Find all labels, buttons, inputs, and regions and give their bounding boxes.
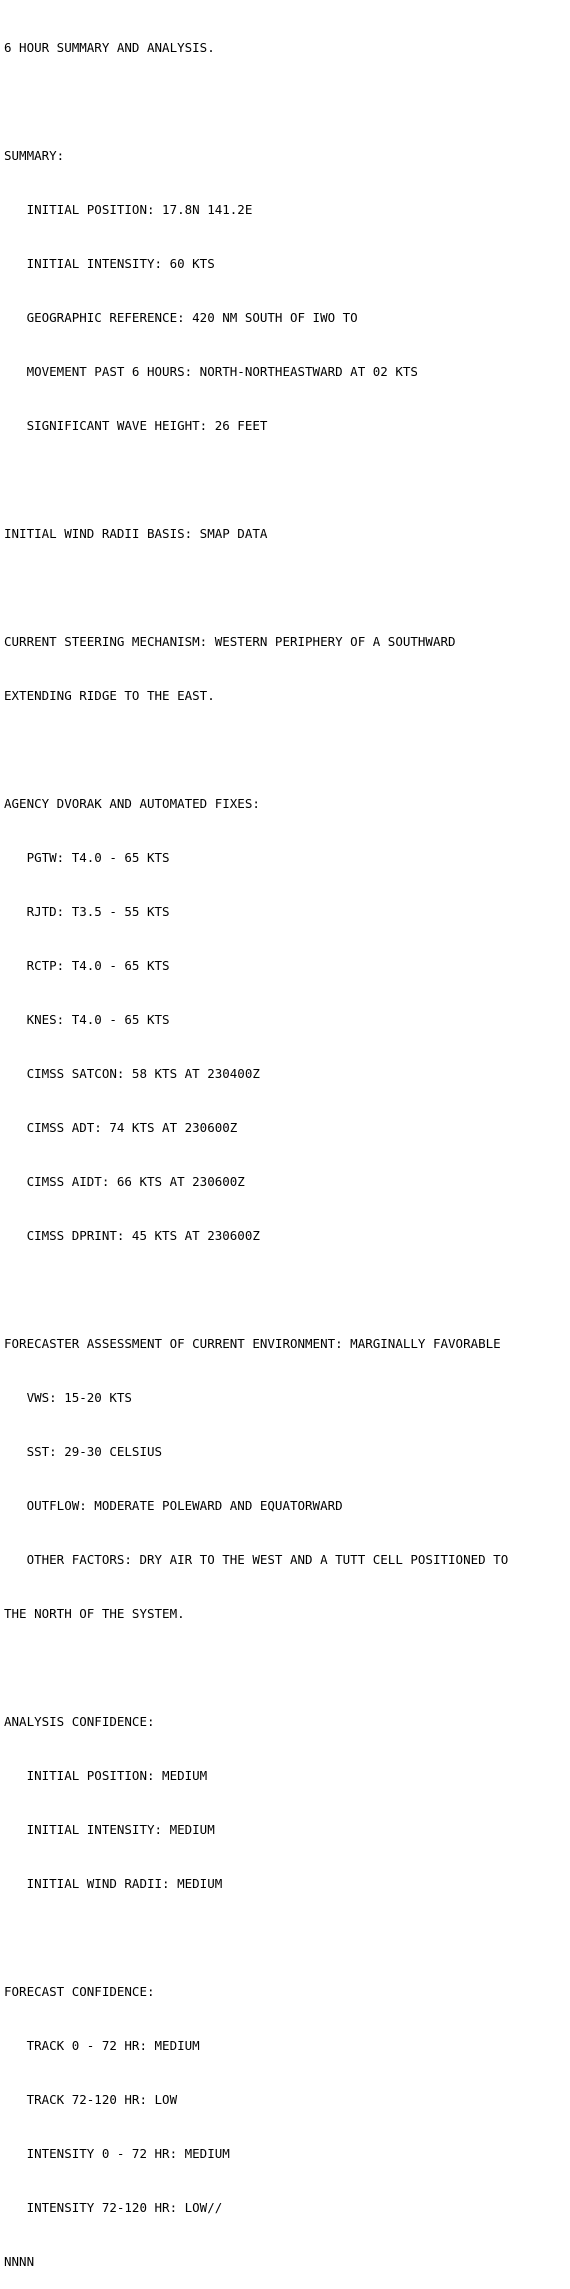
text-line: EXTENDING RIDGE TO THE EAST. xyxy=(4,688,215,703)
text-line: PGTW: T4.0 - 65 KTS xyxy=(4,850,170,865)
text-line: NNNN xyxy=(4,2254,35,2269)
text-line: CIMSS DPRINT: 45 KTS AT 230600Z xyxy=(4,1228,260,1243)
text-line xyxy=(4,1281,508,1299)
text-line xyxy=(4,579,508,597)
text-line xyxy=(4,1929,508,1947)
text-line: INITIAL WIND RADII BASIS: SMAP DATA xyxy=(4,526,268,541)
text-line: ANALYSIS CONFIDENCE: xyxy=(4,1714,155,1729)
text-line: CIMSS ADT: 74 KTS AT 230600Z xyxy=(4,1120,238,1135)
text-line: INITIAL INTENSITY: 60 KTS xyxy=(4,256,215,271)
text-line: OTHER FACTORS: DRY AIR TO THE WEST AND A TUTT CELL POSITIONED TO xyxy=(4,1552,509,1567)
text-line: TRACK 72-120 HR: LOW xyxy=(4,2092,178,2107)
text-line: MOVEMENT PAST 6 HOURS: NORTH-NORTHEASTWARD AT 02 KTS xyxy=(4,364,418,379)
text-line: SST: 29-30 CELSIUS xyxy=(4,1444,163,1459)
text-line: INITIAL WIND RADII: MEDIUM xyxy=(4,1876,223,1891)
text-line xyxy=(4,741,508,759)
text-line: CIMSS AIDT: 66 KTS AT 230600Z xyxy=(4,1174,245,1189)
text-line: INTENSITY 0 - 72 HR: MEDIUM xyxy=(4,2146,230,2161)
text-line: INITIAL POSITION: MEDIUM xyxy=(4,1768,208,1783)
text-line: AGENCY DVORAK AND AUTOMATED FIXES: xyxy=(4,796,260,811)
text-line: TRACK 0 - 72 HR: MEDIUM xyxy=(4,2038,200,2053)
text-line: OUTFLOW: MODERATE POLEWARD AND EQUATORWARD xyxy=(4,1498,343,1513)
text-line: VWS: 15-20 KTS xyxy=(4,1390,132,1405)
text-line: CIMSS SATCON: 58 KTS AT 230400Z xyxy=(4,1066,260,1081)
text-line: RCTP: T4.0 - 65 KTS xyxy=(4,958,170,973)
text-line: THE NORTH OF THE SYSTEM. xyxy=(4,1606,185,1621)
text-line xyxy=(4,1659,508,1677)
text-line: KNES: T4.0 - 65 KTS xyxy=(4,1012,170,1027)
text-line: INITIAL INTENSITY: MEDIUM xyxy=(4,1822,215,1837)
text-line: SIGNIFICANT WAVE HEIGHT: 26 FEET xyxy=(4,418,268,433)
bulletin-text xyxy=(4,3,508,2289)
text-line: INITIAL POSITION: 17.8N 141.2E xyxy=(4,202,253,217)
text-line: 6 HOUR SUMMARY AND ANALYSIS. xyxy=(4,40,215,55)
text-line: RJTD: T3.5 - 55 KTS xyxy=(4,904,170,919)
text-line xyxy=(4,93,508,111)
text-line: FORECAST CONFIDENCE: xyxy=(4,1984,155,1999)
text-line: INTENSITY 72-120 HR: LOW// xyxy=(4,2200,223,2215)
text-line: CURRENT STEERING MECHANISM: WESTERN PERIPHERY OF A SOUTHWARD xyxy=(4,634,456,649)
text-line: SUMMARY: xyxy=(4,148,65,163)
text-line xyxy=(4,471,508,489)
text-line: FORECASTER ASSESSMENT OF CURRENT ENVIRONMENT: MARGINALLY FAVORABLE xyxy=(4,1336,501,1351)
text-line: GEOGRAPHIC REFERENCE: 420 NM SOUTH OF IWO TO xyxy=(4,310,358,325)
